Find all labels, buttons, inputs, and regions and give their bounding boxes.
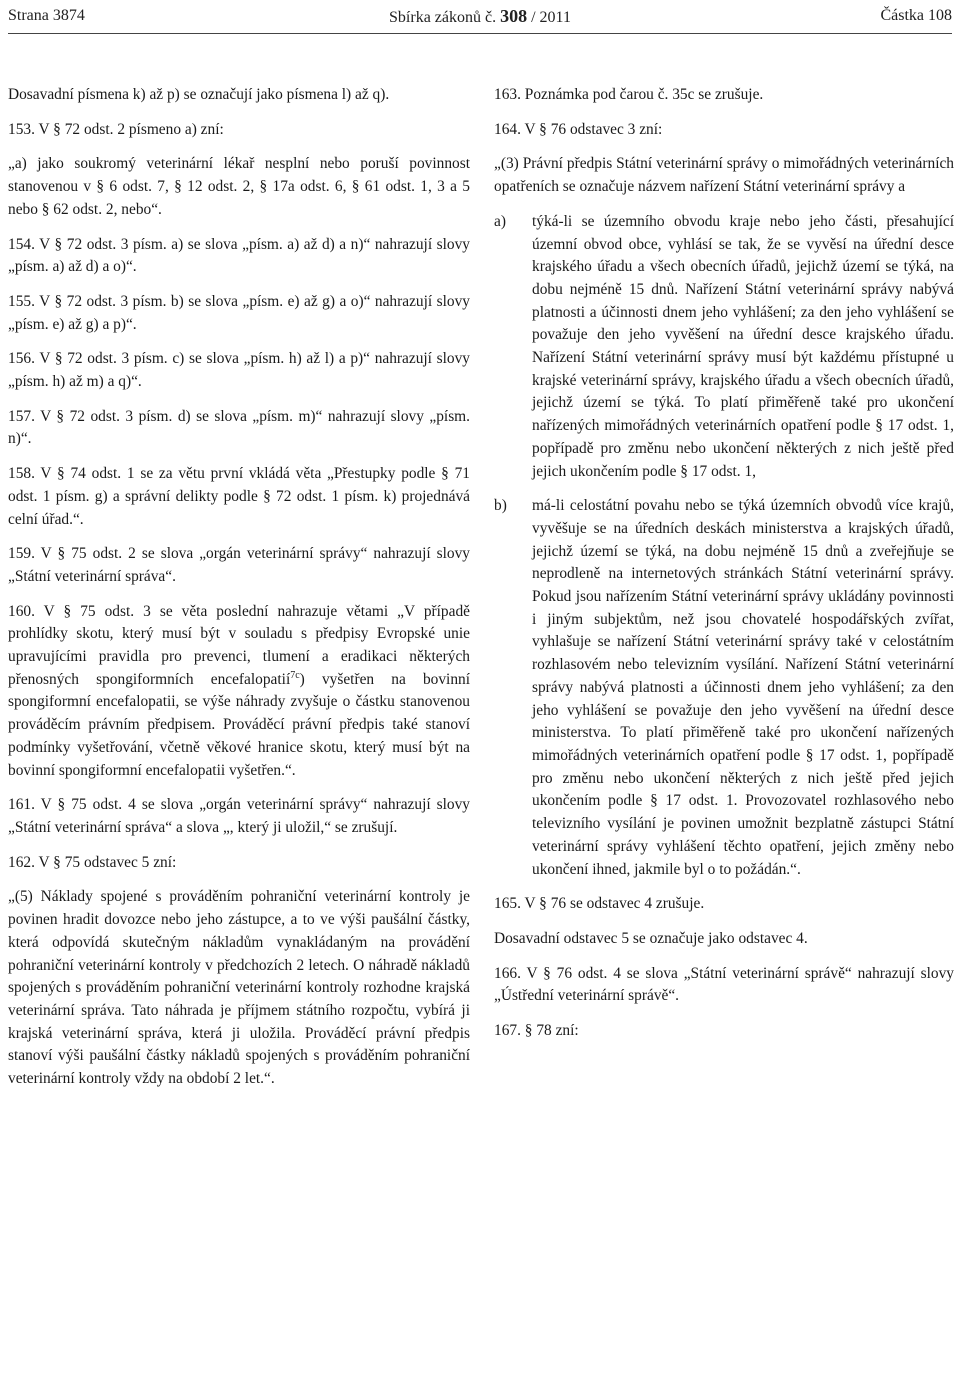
paragraph: 165. V § 76 se odstavec 4 zrušuje. <box>494 895 705 913</box>
page-header <box>8 0 952 34</box>
collection-label: Sbírka zákonů č. <box>389 9 497 26</box>
paragraph: „a) jako soukromý veterinární lékař nesplní nebo poruší povinnost stanovenou v § 6 odst. 7, § 12 odst. 2, § 17a odst. 6, § 61 odst. 1, 3 a 5 nebo § 62 odst. 2, nebo“. <box>8 155 470 218</box>
list-item-text: týká-li se územního obvodu kraje nebo jeho části, přesahující územní obvod obce, vyhlásí se tak, že se vyvěsí na úřední desce krajského úřadu a všech obecních úřadů, jejichž území se týká, na dobu nejméně 15 dnů. Nařízení Státní veterinární správy nabývá platnosti a účinnosti dnem jeho vyhlášení; za den jeho vyhlášení se považuje den jeho vyvěšení na úřední desce krajského úřadu. Nařízení Státní veterinární správy musí být každému přístupné u krajské veterinární správy, krajského úřadu a všech obecních úřadů, jejichž území se týká. To platí přiměřeně také pro ukončení nařízených mimořádných veterinárních opatření podle § 17 odst. 1, popřípadě pro změnu nebo ukončení některých z nich ještě před jejich ukončením podle § 17 odst. 1, <box>532 212 954 480</box>
paragraph: Dosavadní písmena k) až p) se označují jako písmena l) až q). <box>8 86 390 103</box>
paragraph-text: 160. V § 75 odst. 3 se věta poslední nahrazuje větami „V případě prohlídky skotu, který musí být v souladu s předpisy Evropské unie upravujícími pravidla pro prevenci, tlumení a eradikaci některých přenosných spongiformních encefalopatií <box>8 602 470 688</box>
paragraph: „(3) Právní předpis Státní veterinární správy o mimořádných veterinárních opatřeních se označuje názvem nařízení Státní veterinární správy a <box>494 155 954 196</box>
paragraph: 153. V § 72 odst. 2 písmeno a) zní: <box>8 120 224 138</box>
paragraph: 166. V § 76 odst. 4 se slova „Státní veterinární správě“ nahrazují slovy „Ústřední veterinární správě“. <box>494 964 954 1005</box>
list-item-text: má-li celostátní povahu nebo se týká územních obvodů více krajů, vyvěšuje se na úředních deskách ministerstva a krajských úřadů, jejichž území se týká, na dobu nejméně 15 dnů a zveřejňuje se neprodleně na internetových stránkách Státní veterinární správy. Pokud jsou nařízením Státní veterinární správy ukládány povinnosti i jiným subjektům, než jsou chovatelé hospodářských zvířat, vyhlašuje se nařízení Státní veterinární správy také v celostátním rozhlasovém nebo televizním vysílání. Nařízení Státní veterinární správy nabývá platnosti a účinnosti dnem jeho vyhlášení; za den jeho vyhlášení se považuje den jeho vyvěšení na úřední desce ministerstva. To platí přiměřeně také pro ukončení nařízených mimořádných veterinárních opatření podle § 17 odst. 1, popřípadě pro změnu nebo ukončení některých z nich ještě před jejich ukončením podle § 17 odst. 1. Provozovatel rozhlasového nebo televizního vysílání je povinen umožnit bezplatně zástupci Státní veterinární správy vyhlášení těchto opatření, jejich změny nebo ukončení ihned, jakmile byl o to požádán.“. <box>532 497 954 878</box>
paragraph: „(5) Náklady spojené s prováděním pohraniční veterinární kontroly je povinen hradit dovozce nebo jeho zástupce, a to ve výši paušální částky, která odpovídá skutečným nákladům vynakládaným na provádění pohraniční veterinární kontroly v předchozích 2 letech. O náhradě nákladů spojených s prováděním pohraniční veterinární kontroly rozhodne krajská veterinární správa. Tato náhrada je příjmem státního rozpočtu, vybírá ji krajská veterinární správa, která ji uložila. Prováděcí právní předpis stanoví výši paušální částky nákladů spojených s prováděním pohraniční veterinární kontroly vždy na období 2 let.“. <box>8 888 470 1088</box>
list-marker: a) <box>494 212 506 230</box>
paragraph: 163. Poznámka pod čarou č. 35c se zrušuje. <box>494 86 764 103</box>
paragraph: 162. V § 75 odstavec 5 zní: <box>8 853 177 871</box>
paragraph: 161. V § 75 odst. 4 se slova „orgán veterinární správy“ nahrazují slovy „Státní veterinární správa“ a slova „, který ji uložil,“ se zrušují. <box>8 796 470 836</box>
paragraph: 156. V § 72 odst. 3 písm. c) se slova „písm. h) až l) a p)“ nahrazují slovy „písm. h) až m) a q)“. <box>8 350 470 391</box>
left-column <box>8 84 470 1103</box>
list-marker: b) <box>494 497 507 515</box>
list-item <box>494 495 954 881</box>
paragraph: Dosavadní odstavec 5 se označuje jako odstavec 4. <box>494 929 808 947</box>
paragraph: 167. § 78 zní: <box>494 1022 579 1040</box>
part-number: Částka 108 <box>880 7 952 24</box>
footnote-ref: 7c <box>290 669 300 681</box>
paragraph: 158. V § 74 odst. 1 se za větu první vkládá věta „Přestupky podle § 71 odst. 1 písm. g) a správní delikty podle § 72 odst. 1 písm. k) projednává celní úřad.“. <box>8 465 470 528</box>
paragraph: 157. V § 72 odst. 3 písm. d) se slova „písm. m)“ nahrazují slovy „písm. n)“. <box>8 407 470 448</box>
paragraph: 159. V § 75 odst. 2 se slova „orgán veterinární správy“ nahrazují slovy „Státní veterinární správa“. <box>8 545 470 585</box>
law-number: 308 <box>500 6 528 26</box>
collection-title <box>8 2 952 32</box>
paragraph: 154. V § 72 odst. 3 písm. a) se slova „písm. a) až d) a n)“ nahrazují slovy „písm. a) až d) a o)“. <box>8 235 470 276</box>
paragraph: 164. V § 76 odstavec 3 zní: <box>494 120 663 138</box>
law-year: / 2011 <box>531 9 571 26</box>
right-column <box>494 84 954 1055</box>
page-number: Strana 3874 <box>8 7 85 24</box>
paragraph <box>8 601 470 783</box>
list-item <box>494 211 954 483</box>
paragraph: 155. V § 72 odst. 3 písm. b) se slova „písm. e) až g) a o)“ nahrazují slovy „písm. e) až g) a p)“. <box>8 292 470 333</box>
paragraph-text: ) vyšetřen na bovinní spongiformní encefalopatii, se výše náhrady zvyšuje o částku stanovenou prováděcím právním předpisem. Prováděcí právní předpis také stanoví podmínky vyšetřování, včetně věkové hranice skotu, který musí být na bovinní spongiformní encefalopatii vyšetřen.“. <box>8 670 470 779</box>
